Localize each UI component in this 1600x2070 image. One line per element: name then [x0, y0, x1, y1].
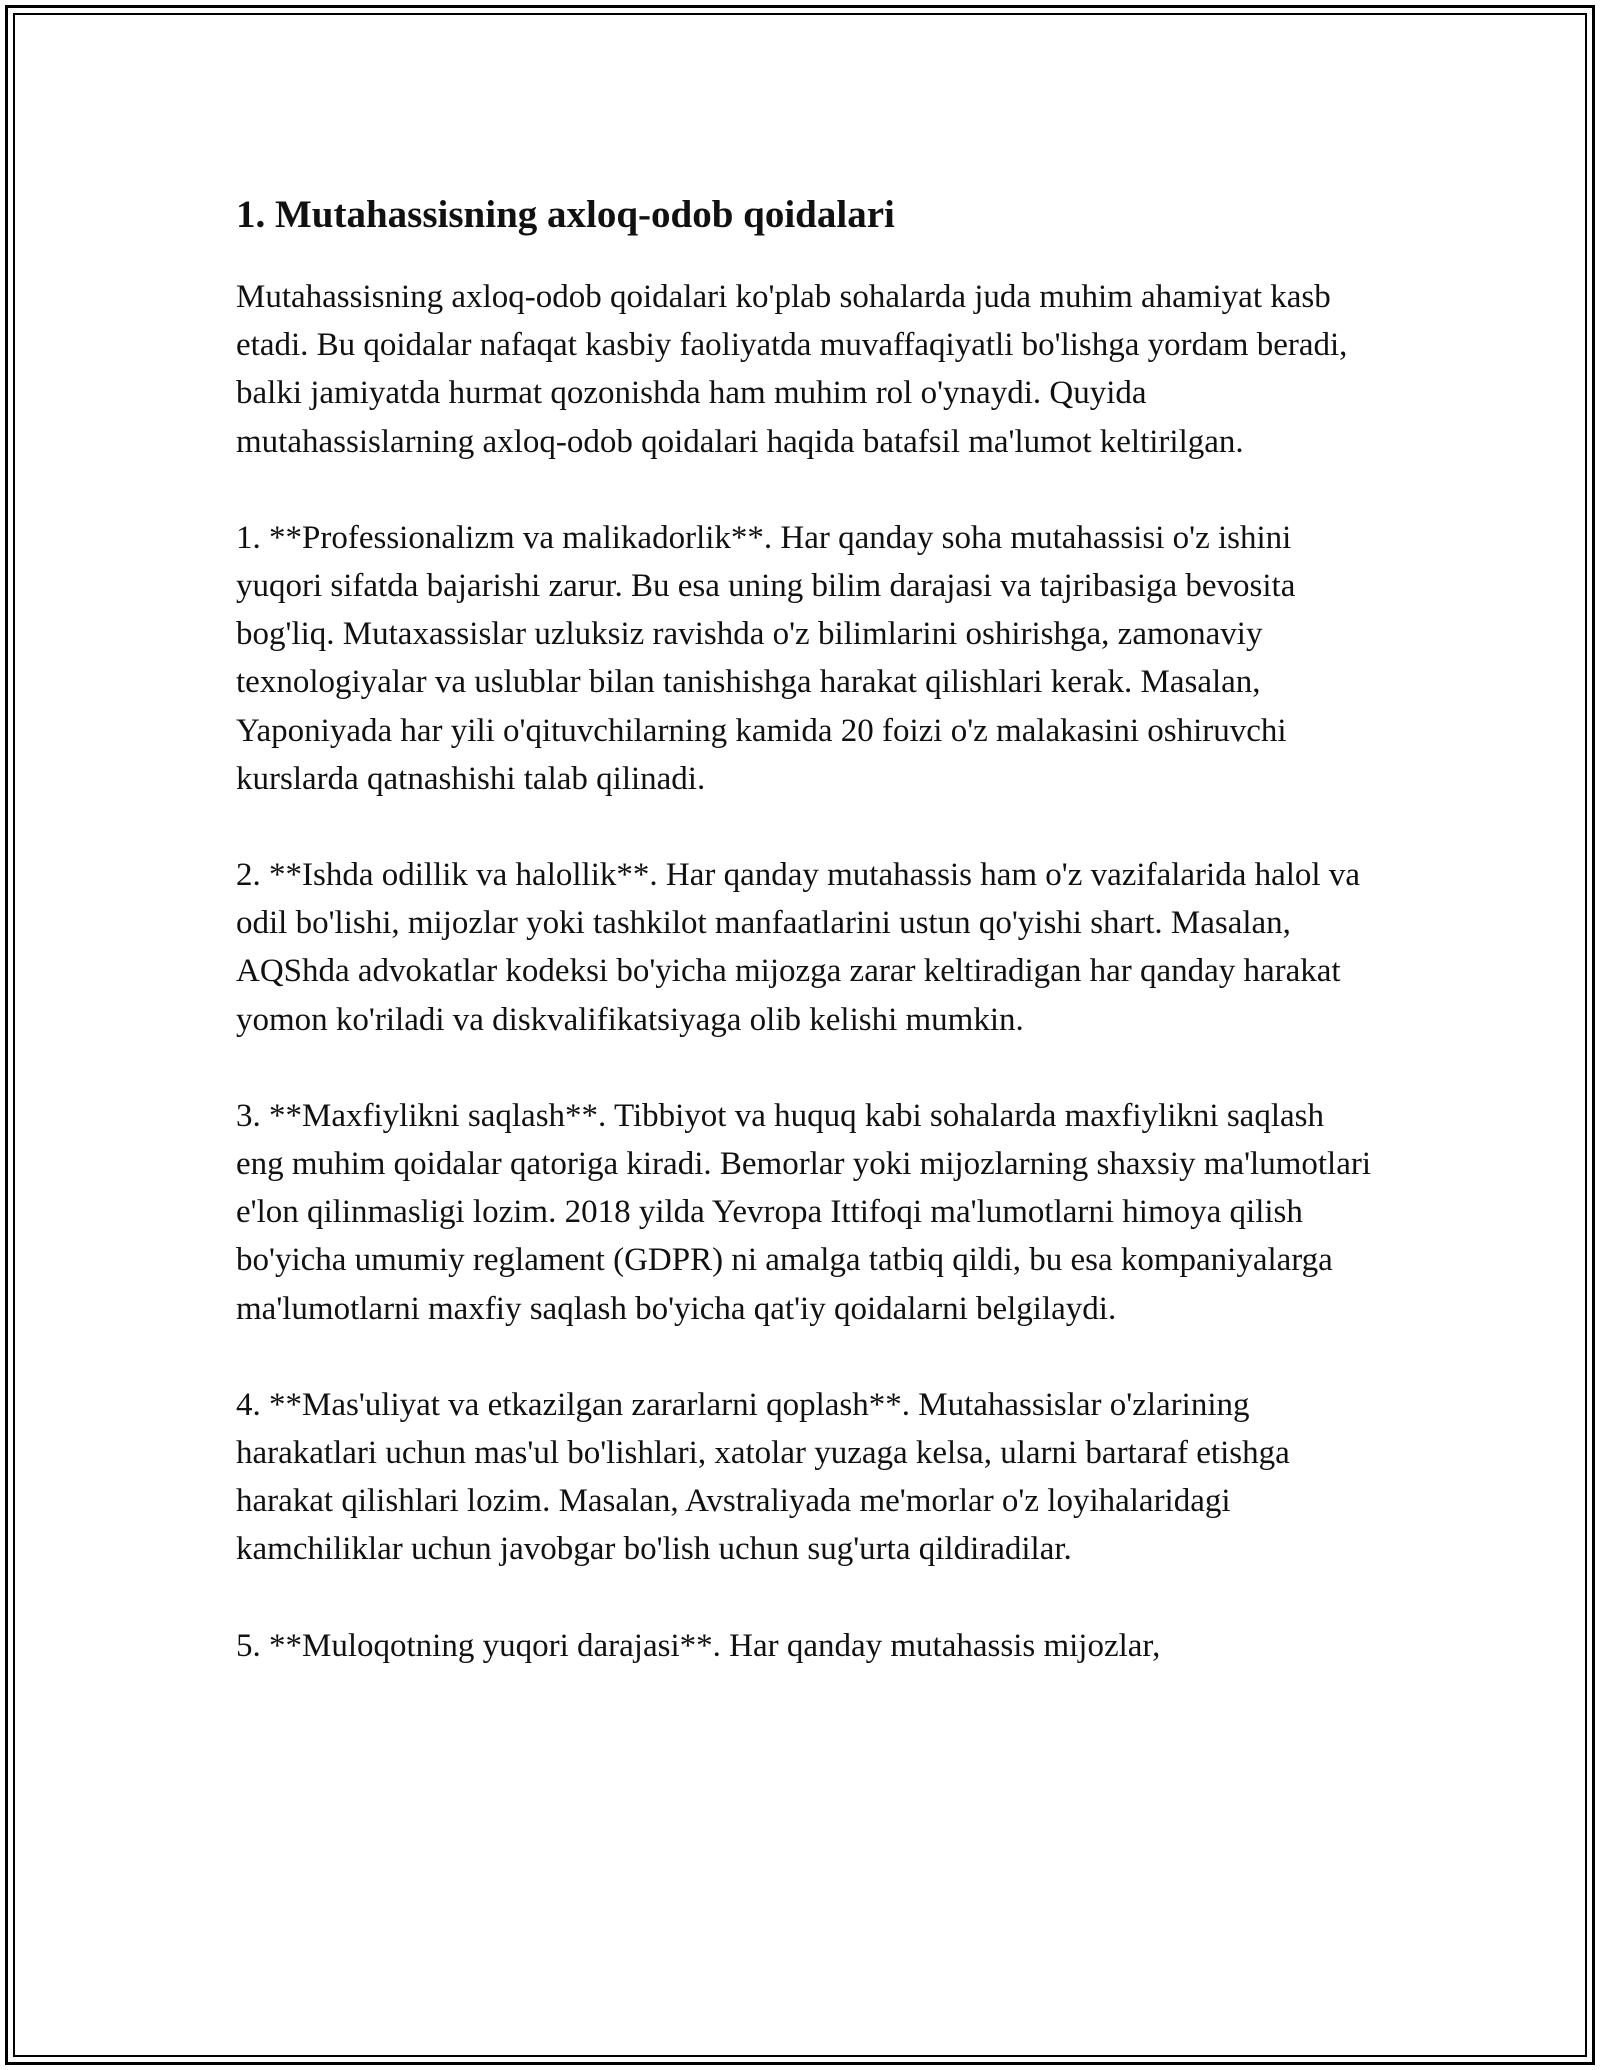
paragraph-professionalism: 1. **Professionalizm va malikadorlik**. Har qanday soha mutahassisi o'z ishini yuqori sifatda bajarishi zarur. Bu esa uning bilim darajasi va tajribasiga bevosita bog'liq. Mutaxassislar uzluksiz ravishda o'z bilimlarini oshirishga, zamonaviy texnologiyalar va uslublar bilan tanishishga harakat qilishlari kerak. Masalan, Yaponiyada har yili o'qituvchilarning kamida 20 foizi o'z malakasini oshiruvchi kurslarda qatnashishi talab qilinadi. [236, 519, 1296, 797]
paragraph-confidentiality: 3. **Maxfiylikni saqlash**. Tibbiyot va huquq kabi sohalarda maxfiylikni saqlash eng muhim qoidalar qatoriga kiradi. Bemorlar yoki mijozlarning shaxsiy ma'lumotlari e'lon qilinmasligi lozim. 2018 yilda Yevropa Ittifoqi ma'lumotlarni himoya qilish bo'yicha umumiy reglament (GDPR) ni amalga tatbiq qildi, bu esa kompaniyalarga ma'lumotlarni maxfiy saqlash bo'yicha qat'iy qoidalarni belgilaydi. [236, 1097, 1372, 1327]
paragraph-responsibility: 4. **Mas'uliyat va etkazilgan zararlarni qoplash**. Mutahassislar o'zlarining harakatlari uchun mas'ul bo'lishlari, xatolar yuzaga kelsa, ularni bartaraf etishga harakat qilishlari lozim. Masalan, Avstraliyada me'morlar o'z loyihalaridagi kamchiliklar uchun javobgar bo'lish uchun sug'urta qildiradilar. [236, 1386, 1290, 1568]
document-body [236, 187, 1376, 1718]
paragraph-communication: 5. **Muloqotning yuqori darajasi**. Har qanday mutahassis mijozlar, [236, 1627, 1161, 1664]
paragraph-fairness-honesty: 2. **Ishda odillik va halollik**. Har qanday mutahassis ham o'z vazifalarida halol va odil bo'lishi, mijozlar yoki tashkilot manfaatlarini ustun qo'yishi shart. Masalan, AQShda advokatlar kodeksi bo'yicha mijozga zarar keltiradigan har qanday harakat yomon ko'riladi va diskvalifikatsiyaga olib kelishi mumkin. [236, 857, 1360, 1038]
intro-paragraph: Mutahassisning axloq-odob qoidalari ko'plab sohalarda juda muhim ahamiyat kasb etadi. Bu qoidalar nafaqat kasbiy faoliyatda muvaffaqiyatli bo'lishga yordam beradi, balki jamiyatda hurmat qozonishda ham muhim rol o'ynaydi. Quyida mutahassislarning axloq-odob qoidalari haqida batafsil ma'lumot keltirilgan. [236, 279, 1348, 460]
document-title: 1. Mutahassisning axloq-odob qoidalari [236, 193, 895, 236]
